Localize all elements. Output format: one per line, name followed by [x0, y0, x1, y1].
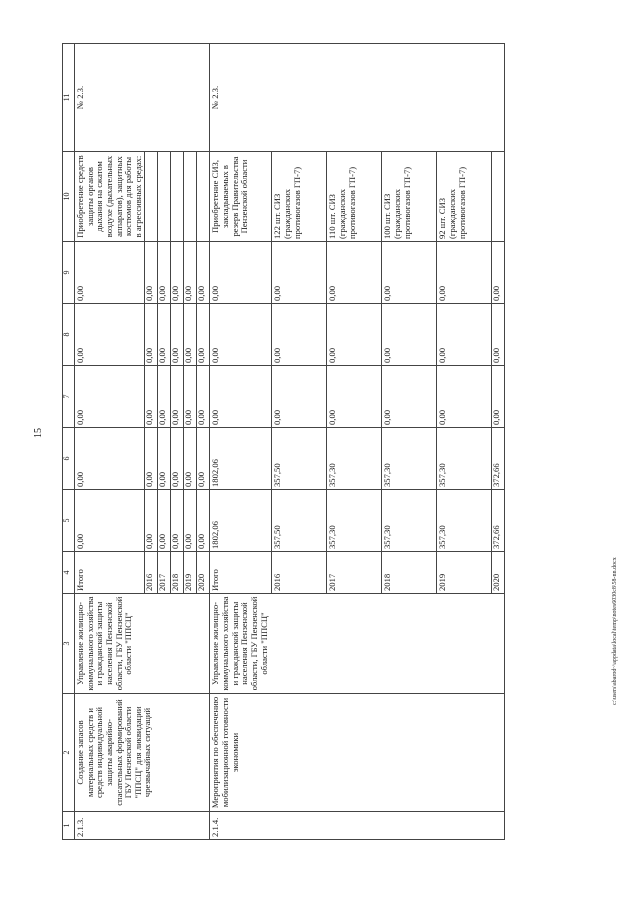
value-cell: 0,00 [197, 242, 210, 304]
value-cell: 357,30 [327, 490, 382, 552]
year-cell: 2020 [197, 552, 210, 594]
value-cell: 372,66 [492, 428, 505, 490]
indicator-text: 110 шт. СИЗ (гражданских противогазов ГП-7) [327, 152, 382, 242]
value-cell: 0,00 [197, 428, 210, 490]
value-cell: 0,00 [75, 428, 145, 490]
value-cell: 0,00 [171, 242, 184, 304]
col-header: 11 [63, 44, 75, 152]
col-header: 6 [63, 428, 75, 490]
value-cell: 0,00 [492, 242, 505, 304]
value-cell: 357,30 [437, 490, 492, 552]
year-cell: 2017 [158, 552, 171, 594]
measure-executor: Управление жилищно-коммунального хозяйства и гражданской защиты населения Пензенской области, ГБУ Пензенской области "ППСЦ" [210, 594, 505, 694]
indicator-empty [158, 152, 171, 242]
value-cell: 0,00 [197, 304, 210, 366]
indicator-text: Приобретение средств защиты органов дыхания на сжатом воздухе (дыхательных аппаратов), защитных костюмов для работы в агрессивных средах: [75, 152, 145, 242]
indicator-text: 92 шт. СИЗ (гражданских противогазов ГП-7) [437, 152, 492, 242]
value-cell: 0,00 [75, 304, 145, 366]
indicator-empty [171, 152, 184, 242]
value-cell: 0,00 [158, 490, 171, 552]
value-cell: 0,00 [437, 304, 492, 366]
value-cell: 0,00 [437, 242, 492, 304]
col-header: 8 [63, 304, 75, 366]
value-cell: 357,30 [382, 428, 437, 490]
footer-file-path: c:\users\abarod~\appdata\local\temp\notes6030c8\58-nn.docx [612, 557, 618, 705]
value-cell: 0,00 [184, 366, 197, 428]
rotated-table-container [62, 44, 580, 840]
value-cell: 0,00 [210, 242, 272, 304]
indicator-empty [197, 152, 210, 242]
value-cell: 0,00 [158, 304, 171, 366]
value-cell: 0,00 [492, 366, 505, 428]
value-cell: 0,00 [210, 304, 272, 366]
year-cell: 2018 [171, 552, 184, 594]
value-cell: 0,00 [327, 304, 382, 366]
value-cell: 0,00 [158, 366, 171, 428]
total-label: Итого [210, 552, 272, 594]
col-header: 1 [63, 812, 75, 840]
value-cell: 1802,06 [210, 490, 272, 552]
year-cell: 2017 [327, 552, 382, 594]
value-cell: 1802,06 [210, 428, 272, 490]
value-cell: 0,00 [184, 428, 197, 490]
program-measures-table [62, 43, 505, 840]
col-header: 7 [63, 366, 75, 428]
value-cell: 0,00 [492, 304, 505, 366]
col-header: 2 [63, 694, 75, 812]
value-cell: 0,00 [158, 242, 171, 304]
measure-code: 2.1.3. [75, 812, 210, 840]
indicator-text: Приобретение СИЗ, закладываемых в резерв Правительства Пензенской области [210, 152, 272, 242]
value-cell: 357,30 [327, 428, 382, 490]
col-header: 9 [63, 242, 75, 304]
indicator-empty [184, 152, 197, 242]
value-cell: 357,50 [272, 428, 327, 490]
value-cell: 0,00 [184, 490, 197, 552]
value-cell: 0,00 [184, 304, 197, 366]
value-cell: 357,30 [437, 428, 492, 490]
value-cell: 357,50 [272, 490, 327, 552]
indicator-text: 100 шт. СИЗ (гражданских противогазов ГП-7) [382, 152, 437, 242]
year-cell: 2018 [382, 552, 437, 594]
value-cell: 0,00 [184, 242, 197, 304]
value-cell: 0,00 [171, 366, 184, 428]
indicator-empty [145, 152, 158, 242]
value-cell: 0,00 [382, 242, 437, 304]
indicator-text: 122 шт. СИЗ (гражданских противогазов ГП-7) [272, 152, 327, 242]
indicator-ref: № 2.3. [210, 44, 505, 152]
indicator-ref: № 2.3. [75, 44, 210, 152]
value-cell: 0,00 [145, 490, 158, 552]
value-cell: 0,00 [382, 366, 437, 428]
value-cell: 0,00 [197, 490, 210, 552]
col-header: 10 [63, 152, 75, 242]
measure-executor: Управление жилищно-коммунального хозяйства и гражданской защиты населения Пензенской области, ГБУ Пензенской области "ППСЦ" [75, 594, 210, 694]
value-cell: 0,00 [75, 490, 145, 552]
table-row [75, 44, 145, 840]
value-cell: 0,00 [210, 366, 272, 428]
value-cell: 0,00 [145, 304, 158, 366]
value-cell: 0,00 [197, 366, 210, 428]
year-cell: 2016 [145, 552, 158, 594]
value-cell: 0,00 [327, 242, 382, 304]
value-cell: 0,00 [272, 242, 327, 304]
value-cell: 0,00 [171, 490, 184, 552]
col-header: 5 [63, 490, 75, 552]
measure-name: Создание запасов материальных средств и средств индивидуальной защиты аварийно-спасательных формирований ГБУ Пензенской области "ППСЦ" для ликвидации чрезвычайных ситуаций [75, 694, 210, 812]
value-cell: 0,00 [171, 304, 184, 366]
value-cell: 0,00 [327, 366, 382, 428]
indicator-text [492, 152, 505, 242]
col-header: 4 [63, 552, 75, 594]
value-cell: 0,00 [272, 304, 327, 366]
page-number: 15 [33, 428, 44, 438]
col-header: 3 [63, 594, 75, 694]
value-cell: 0,00 [75, 366, 145, 428]
measure-name: Мероприятия по обеспечению мобилизационной готовности экономики [210, 694, 505, 812]
total-label: Итого [75, 552, 145, 594]
value-cell: 0,00 [75, 242, 145, 304]
table-row [210, 44, 272, 840]
value-cell: 0,00 [382, 304, 437, 366]
value-cell: 0,00 [145, 428, 158, 490]
value-cell: 0,00 [145, 366, 158, 428]
value-cell: 357,30 [382, 490, 437, 552]
value-cell: 0,00 [171, 428, 184, 490]
year-cell: 2019 [184, 552, 197, 594]
year-cell: 2019 [437, 552, 492, 594]
column-number-row [63, 44, 75, 840]
year-cell: 2016 [272, 552, 327, 594]
year-cell: 2020 [492, 552, 505, 594]
value-cell: 0,00 [272, 366, 327, 428]
value-cell: 0,00 [145, 242, 158, 304]
value-cell: 0,00 [437, 366, 492, 428]
value-cell: 0,00 [158, 428, 171, 490]
value-cell: 372,66 [492, 490, 505, 552]
measure-code: 2.1.4. [210, 812, 505, 840]
